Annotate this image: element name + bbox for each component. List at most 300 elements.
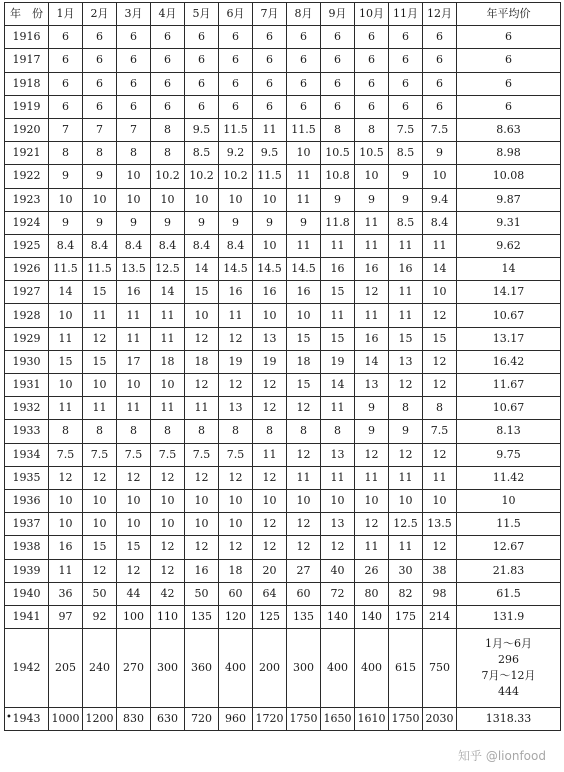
month-price-cell: 9: [219, 211, 253, 234]
annual-average-cell: [457, 629, 561, 708]
month-price-cell: 18: [185, 350, 219, 373]
month-price-cell: 11.5: [253, 165, 287, 188]
annual-average-cell: 8.63: [457, 118, 561, 141]
month-price-cell: 15: [185, 281, 219, 304]
month-price-cell: 6: [287, 72, 321, 95]
month-price-cell: 11.5: [83, 258, 117, 281]
month-price-cell: 11: [389, 234, 423, 257]
month-price-cell: 16: [355, 258, 389, 281]
month-price-cell: 6: [287, 95, 321, 118]
year-cell: 1935: [5, 466, 49, 489]
month-price-cell: 92: [83, 605, 117, 628]
month-price-cell: 11: [151, 397, 185, 420]
table-row: [5, 118, 561, 141]
month-price-cell: 10: [151, 489, 185, 512]
month-price-cell: 6: [321, 72, 355, 95]
average-line: 7月～12月: [481, 669, 536, 683]
annual-average-cell: 9.31: [457, 211, 561, 234]
month-price-cell: 6: [83, 72, 117, 95]
month-price-cell: 9: [355, 420, 389, 443]
month-price-cell: 6: [355, 95, 389, 118]
month-price-cell: 14: [355, 350, 389, 373]
month-price-cell: 8: [321, 118, 355, 141]
month-price-cell: 175: [389, 605, 423, 628]
month-price-cell: 12: [355, 513, 389, 536]
month-price-cell: 9: [83, 165, 117, 188]
month-price-cell: 11: [423, 234, 457, 257]
month-price-cell: 12: [219, 466, 253, 489]
month-price-cell: 15: [83, 350, 117, 373]
average-line: 1月～6月: [485, 637, 532, 651]
year-cell: 1923: [5, 188, 49, 211]
month-price-cell: 120: [219, 605, 253, 628]
month-price-cell: 13.5: [117, 258, 151, 281]
year-cell: 1936: [5, 489, 49, 512]
month-price-cell: 60: [219, 582, 253, 605]
month-price-cell: 11: [151, 327, 185, 350]
month-price-cell: 8: [423, 397, 457, 420]
month-price-cell: 60: [287, 582, 321, 605]
month-price-cell: 6: [49, 26, 83, 49]
month-price-cell: 6: [321, 49, 355, 72]
month-price-cell: 38: [423, 559, 457, 582]
column-header: 6月: [219, 3, 253, 26]
month-price-cell: 6: [83, 26, 117, 49]
month-price-cell: 10: [117, 513, 151, 536]
month-price-cell: 10: [185, 489, 219, 512]
month-price-cell: 11: [321, 304, 355, 327]
annual-average-cell: 16.42: [457, 350, 561, 373]
month-price-cell: 10: [253, 234, 287, 257]
year-cell: 1920: [5, 118, 49, 141]
month-price-cell: 19: [219, 350, 253, 373]
month-price-cell: 12: [253, 374, 287, 397]
month-price-cell: 10: [185, 513, 219, 536]
month-price-cell: 10: [253, 188, 287, 211]
month-price-cell: 7.5: [219, 443, 253, 466]
year-cell: 1922: [5, 165, 49, 188]
month-price-cell: 1610: [355, 708, 389, 731]
table-row: [5, 466, 561, 489]
month-price-cell: 6: [389, 72, 423, 95]
month-price-cell: 9: [49, 211, 83, 234]
table-row: [5, 374, 561, 397]
month-price-cell: 7.5: [117, 443, 151, 466]
month-price-cell: 12: [83, 327, 117, 350]
month-price-cell: 6: [83, 49, 117, 72]
month-price-cell: 6: [321, 26, 355, 49]
month-price-cell: 11: [83, 397, 117, 420]
month-price-cell: 8: [83, 142, 117, 165]
month-price-cell: 200: [253, 629, 287, 708]
month-price-cell: 27: [287, 559, 321, 582]
month-price-cell: 14: [49, 281, 83, 304]
month-price-cell: 50: [83, 582, 117, 605]
month-price-cell: 6: [423, 26, 457, 49]
average-line: 444: [498, 685, 519, 699]
month-price-cell: 13: [389, 350, 423, 373]
month-price-cell: 13: [355, 374, 389, 397]
month-price-cell: 11: [321, 234, 355, 257]
year-cell: 1943: [5, 708, 49, 731]
month-price-cell: 10: [117, 188, 151, 211]
annual-average-cell: 6: [457, 26, 561, 49]
month-price-cell: 11: [355, 466, 389, 489]
month-price-cell: 10: [185, 304, 219, 327]
annual-average-cell: 10: [457, 489, 561, 512]
month-price-cell: 8: [253, 420, 287, 443]
month-price-cell: 6: [423, 49, 457, 72]
month-price-cell: 11: [389, 466, 423, 489]
annual-average-cell: 10.67: [457, 304, 561, 327]
month-price-cell: 15: [321, 327, 355, 350]
month-price-cell: 13: [253, 327, 287, 350]
month-price-cell: 16: [49, 536, 83, 559]
month-price-cell: 10: [49, 304, 83, 327]
month-price-cell: 6: [423, 95, 457, 118]
month-price-cell: 750: [423, 629, 457, 708]
month-price-cell: 11.8: [321, 211, 355, 234]
month-price-cell: 8.4: [117, 234, 151, 257]
month-price-cell: 10.2: [219, 165, 253, 188]
month-price-cell: 13: [321, 443, 355, 466]
month-price-cell: 10: [423, 281, 457, 304]
month-price-cell: 7.5: [185, 443, 219, 466]
month-price-cell: 18: [151, 350, 185, 373]
month-price-cell: 12: [117, 559, 151, 582]
month-price-cell: 14: [321, 374, 355, 397]
month-price-cell: 11: [355, 211, 389, 234]
month-price-cell: 1720: [253, 708, 287, 731]
month-price-cell: 10: [219, 489, 253, 512]
table-row: [5, 142, 561, 165]
month-price-cell: 36: [49, 582, 83, 605]
month-price-cell: 10: [321, 489, 355, 512]
month-price-cell: 100: [117, 605, 151, 628]
month-price-cell: 110: [151, 605, 185, 628]
month-price-cell: 11: [83, 304, 117, 327]
table-row: [5, 536, 561, 559]
table-row: [5, 708, 561, 731]
month-price-cell: 16: [321, 258, 355, 281]
month-price-cell: 1750: [389, 708, 423, 731]
month-price-cell: 11: [321, 397, 355, 420]
month-price-cell: 6: [117, 49, 151, 72]
annual-average-cell: 21.83: [457, 559, 561, 582]
month-price-cell: 10: [83, 188, 117, 211]
table-row: [5, 281, 561, 304]
month-price-cell: 11: [185, 397, 219, 420]
month-price-cell: 14.5: [253, 258, 287, 281]
month-price-cell: 16: [389, 258, 423, 281]
month-price-cell: 6: [219, 95, 253, 118]
month-price-cell: 720: [185, 708, 219, 731]
table-row: [5, 188, 561, 211]
month-price-cell: 11: [355, 536, 389, 559]
month-price-cell: 12: [423, 536, 457, 559]
month-price-cell: 9.5: [185, 118, 219, 141]
month-price-cell: 9: [185, 211, 219, 234]
table-row: [5, 258, 561, 281]
month-price-cell: 11: [117, 397, 151, 420]
month-price-cell: 12: [423, 443, 457, 466]
year-cell: 1939: [5, 559, 49, 582]
table-row: [5, 582, 561, 605]
month-price-cell: 6: [49, 95, 83, 118]
month-price-cell: 11: [287, 165, 321, 188]
annual-average-cell: 14.17: [457, 281, 561, 304]
month-price-cell: 80: [355, 582, 389, 605]
table-row: [5, 443, 561, 466]
month-price-cell: 9: [355, 188, 389, 211]
month-price-cell: 6: [185, 26, 219, 49]
year-cell: 1928: [5, 304, 49, 327]
month-price-cell: 10: [83, 374, 117, 397]
month-price-cell: 12: [185, 466, 219, 489]
month-price-cell: 6: [83, 95, 117, 118]
month-price-cell: 11: [321, 466, 355, 489]
month-price-cell: 9: [151, 211, 185, 234]
price-table: [4, 2, 561, 731]
month-price-cell: 11: [389, 536, 423, 559]
month-price-cell: 11: [49, 559, 83, 582]
month-price-cell: 15: [287, 327, 321, 350]
table-row: [5, 397, 561, 420]
annual-average-cell: 13.17: [457, 327, 561, 350]
month-price-cell: 8: [151, 142, 185, 165]
month-price-cell: 1000: [49, 708, 83, 731]
table-row: [5, 165, 561, 188]
month-price-cell: 15: [83, 536, 117, 559]
month-price-cell: 270: [117, 629, 151, 708]
column-header: 2月: [83, 3, 117, 26]
month-price-cell: 6: [355, 72, 389, 95]
month-price-cell: 960: [219, 708, 253, 731]
month-price-cell: 12: [389, 374, 423, 397]
month-price-cell: 11: [49, 397, 83, 420]
month-price-cell: 10: [151, 188, 185, 211]
month-price-cell: 8.4: [219, 234, 253, 257]
month-price-cell: 11: [287, 466, 321, 489]
year-cell: 1925: [5, 234, 49, 257]
month-price-cell: 12: [185, 327, 219, 350]
month-price-cell: 8.4: [185, 234, 219, 257]
month-price-cell: 10: [117, 165, 151, 188]
month-price-cell: 12: [253, 466, 287, 489]
month-price-cell: 30: [389, 559, 423, 582]
month-price-cell: 44: [117, 582, 151, 605]
month-price-cell: 12: [423, 350, 457, 373]
month-price-cell: 9: [423, 142, 457, 165]
month-price-cell: 6: [151, 49, 185, 72]
month-price-cell: 8: [355, 118, 389, 141]
year-cell: 1938: [5, 536, 49, 559]
month-price-cell: 19: [253, 350, 287, 373]
month-price-cell: 50: [185, 582, 219, 605]
month-price-cell: 1750: [287, 708, 321, 731]
month-price-cell: 42: [151, 582, 185, 605]
month-price-cell: 10: [253, 304, 287, 327]
month-price-cell: 240: [83, 629, 117, 708]
table-row: [5, 49, 561, 72]
month-price-cell: 15: [49, 350, 83, 373]
month-price-cell: 12: [287, 513, 321, 536]
table-body: [5, 26, 561, 731]
month-price-cell: 9: [49, 165, 83, 188]
month-price-cell: 7.5: [423, 118, 457, 141]
year-cell: 1942: [5, 629, 49, 708]
month-price-cell: 6: [287, 49, 321, 72]
month-price-cell: 6: [253, 72, 287, 95]
month-price-cell: 12: [389, 443, 423, 466]
month-price-cell: 6: [389, 95, 423, 118]
month-price-cell: 9: [253, 211, 287, 234]
month-price-cell: 8.4: [423, 211, 457, 234]
month-price-cell: 7.5: [49, 443, 83, 466]
month-price-cell: 360: [185, 629, 219, 708]
month-price-cell: 11: [355, 234, 389, 257]
month-price-cell: 12: [219, 327, 253, 350]
month-price-cell: 8: [117, 142, 151, 165]
month-price-cell: 10.2: [185, 165, 219, 188]
month-price-cell: 12: [83, 559, 117, 582]
month-price-cell: 10: [389, 489, 423, 512]
month-price-cell: 12: [321, 536, 355, 559]
month-price-cell: 19: [321, 350, 355, 373]
year-cell: 1927: [5, 281, 49, 304]
month-price-cell: 10: [83, 513, 117, 536]
month-price-cell: 12: [49, 466, 83, 489]
annual-average-cell: 10.67: [457, 397, 561, 420]
month-price-cell: 135: [185, 605, 219, 628]
month-price-cell: 205: [49, 629, 83, 708]
table-row: [5, 26, 561, 49]
annual-average-cell: 8.98: [457, 142, 561, 165]
month-price-cell: 16: [185, 559, 219, 582]
year-cell: 1937: [5, 513, 49, 536]
column-header: 4月: [151, 3, 185, 26]
month-price-cell: 11: [151, 304, 185, 327]
month-price-cell: 7.5: [389, 118, 423, 141]
year-cell: 1926: [5, 258, 49, 281]
column-header: 5月: [185, 3, 219, 26]
month-price-cell: 10: [355, 489, 389, 512]
month-price-cell: 6: [49, 49, 83, 72]
month-price-cell: 6: [185, 49, 219, 72]
column-header: 3月: [117, 3, 151, 26]
month-price-cell: 72: [321, 582, 355, 605]
month-price-cell: 11: [117, 304, 151, 327]
month-price-cell: 12: [287, 536, 321, 559]
column-header: 年 份: [5, 3, 49, 26]
month-price-cell: 13.5: [423, 513, 457, 536]
month-price-cell: 97: [49, 605, 83, 628]
month-price-cell: 9: [389, 420, 423, 443]
month-price-cell: 615: [389, 629, 423, 708]
month-price-cell: 11: [389, 304, 423, 327]
month-price-cell: 12.5: [151, 258, 185, 281]
month-price-cell: 12: [117, 466, 151, 489]
month-price-cell: 11: [117, 327, 151, 350]
month-price-cell: 8: [287, 420, 321, 443]
month-price-cell: 10.2: [151, 165, 185, 188]
column-header: 年平均价: [457, 3, 561, 26]
month-price-cell: 9: [321, 188, 355, 211]
month-price-cell: 12: [219, 374, 253, 397]
month-price-cell: 9: [389, 188, 423, 211]
month-price-cell: 14: [185, 258, 219, 281]
month-price-cell: 9: [355, 397, 389, 420]
table-row: [5, 489, 561, 512]
table-row: [5, 420, 561, 443]
month-price-cell: 7.5: [151, 443, 185, 466]
margin-dot: •: [6, 712, 12, 723]
month-price-cell: 300: [151, 629, 185, 708]
month-price-cell: 14.5: [219, 258, 253, 281]
year-cell: 1918: [5, 72, 49, 95]
watermark: 知乎 @lionfood: [458, 749, 546, 763]
year-cell: 1930: [5, 350, 49, 373]
month-price-cell: 10: [151, 513, 185, 536]
month-price-cell: 8.5: [389, 142, 423, 165]
month-price-cell: 830: [117, 708, 151, 731]
month-price-cell: 9.2: [219, 142, 253, 165]
month-price-cell: 1650: [321, 708, 355, 731]
month-price-cell: 11.5: [287, 118, 321, 141]
month-price-cell: 12: [253, 536, 287, 559]
month-price-cell: 7.5: [423, 420, 457, 443]
year-cell: 1929: [5, 327, 49, 350]
month-price-cell: 8: [219, 420, 253, 443]
month-price-cell: 8: [117, 420, 151, 443]
month-price-cell: 10: [49, 374, 83, 397]
month-price-cell: 11: [423, 466, 457, 489]
annual-average-cell: 9.62: [457, 234, 561, 257]
month-price-cell: 16: [219, 281, 253, 304]
month-price-cell: 11: [287, 188, 321, 211]
month-price-cell: 12: [253, 513, 287, 536]
table-row: [5, 327, 561, 350]
annual-average-cell: 14: [457, 258, 561, 281]
month-price-cell: 6: [423, 72, 457, 95]
month-price-cell: 10: [355, 165, 389, 188]
month-price-cell: 10: [219, 188, 253, 211]
month-price-cell: 7: [117, 118, 151, 141]
month-price-cell: 13: [321, 513, 355, 536]
month-price-cell: 26: [355, 559, 389, 582]
month-price-cell: 15: [321, 281, 355, 304]
year-cell: 1931: [5, 374, 49, 397]
month-price-cell: 11: [287, 234, 321, 257]
month-price-cell: 11: [355, 304, 389, 327]
month-price-cell: 6: [49, 72, 83, 95]
month-price-cell: 15: [423, 327, 457, 350]
annual-average-cell: 131.9: [457, 605, 561, 628]
month-price-cell: 9: [287, 211, 321, 234]
month-price-cell: 82: [389, 582, 423, 605]
month-price-cell: 6: [219, 26, 253, 49]
table-row: [5, 211, 561, 234]
year-cell: 1921: [5, 142, 49, 165]
annual-average-cell: 11.5: [457, 513, 561, 536]
month-price-cell: 7: [83, 118, 117, 141]
month-price-cell: 10: [49, 188, 83, 211]
month-price-cell: 9.5: [253, 142, 287, 165]
column-header: 7月: [253, 3, 287, 26]
month-price-cell: 6: [219, 72, 253, 95]
month-price-cell: 8.4: [151, 234, 185, 257]
month-price-cell: 7: [49, 118, 83, 141]
